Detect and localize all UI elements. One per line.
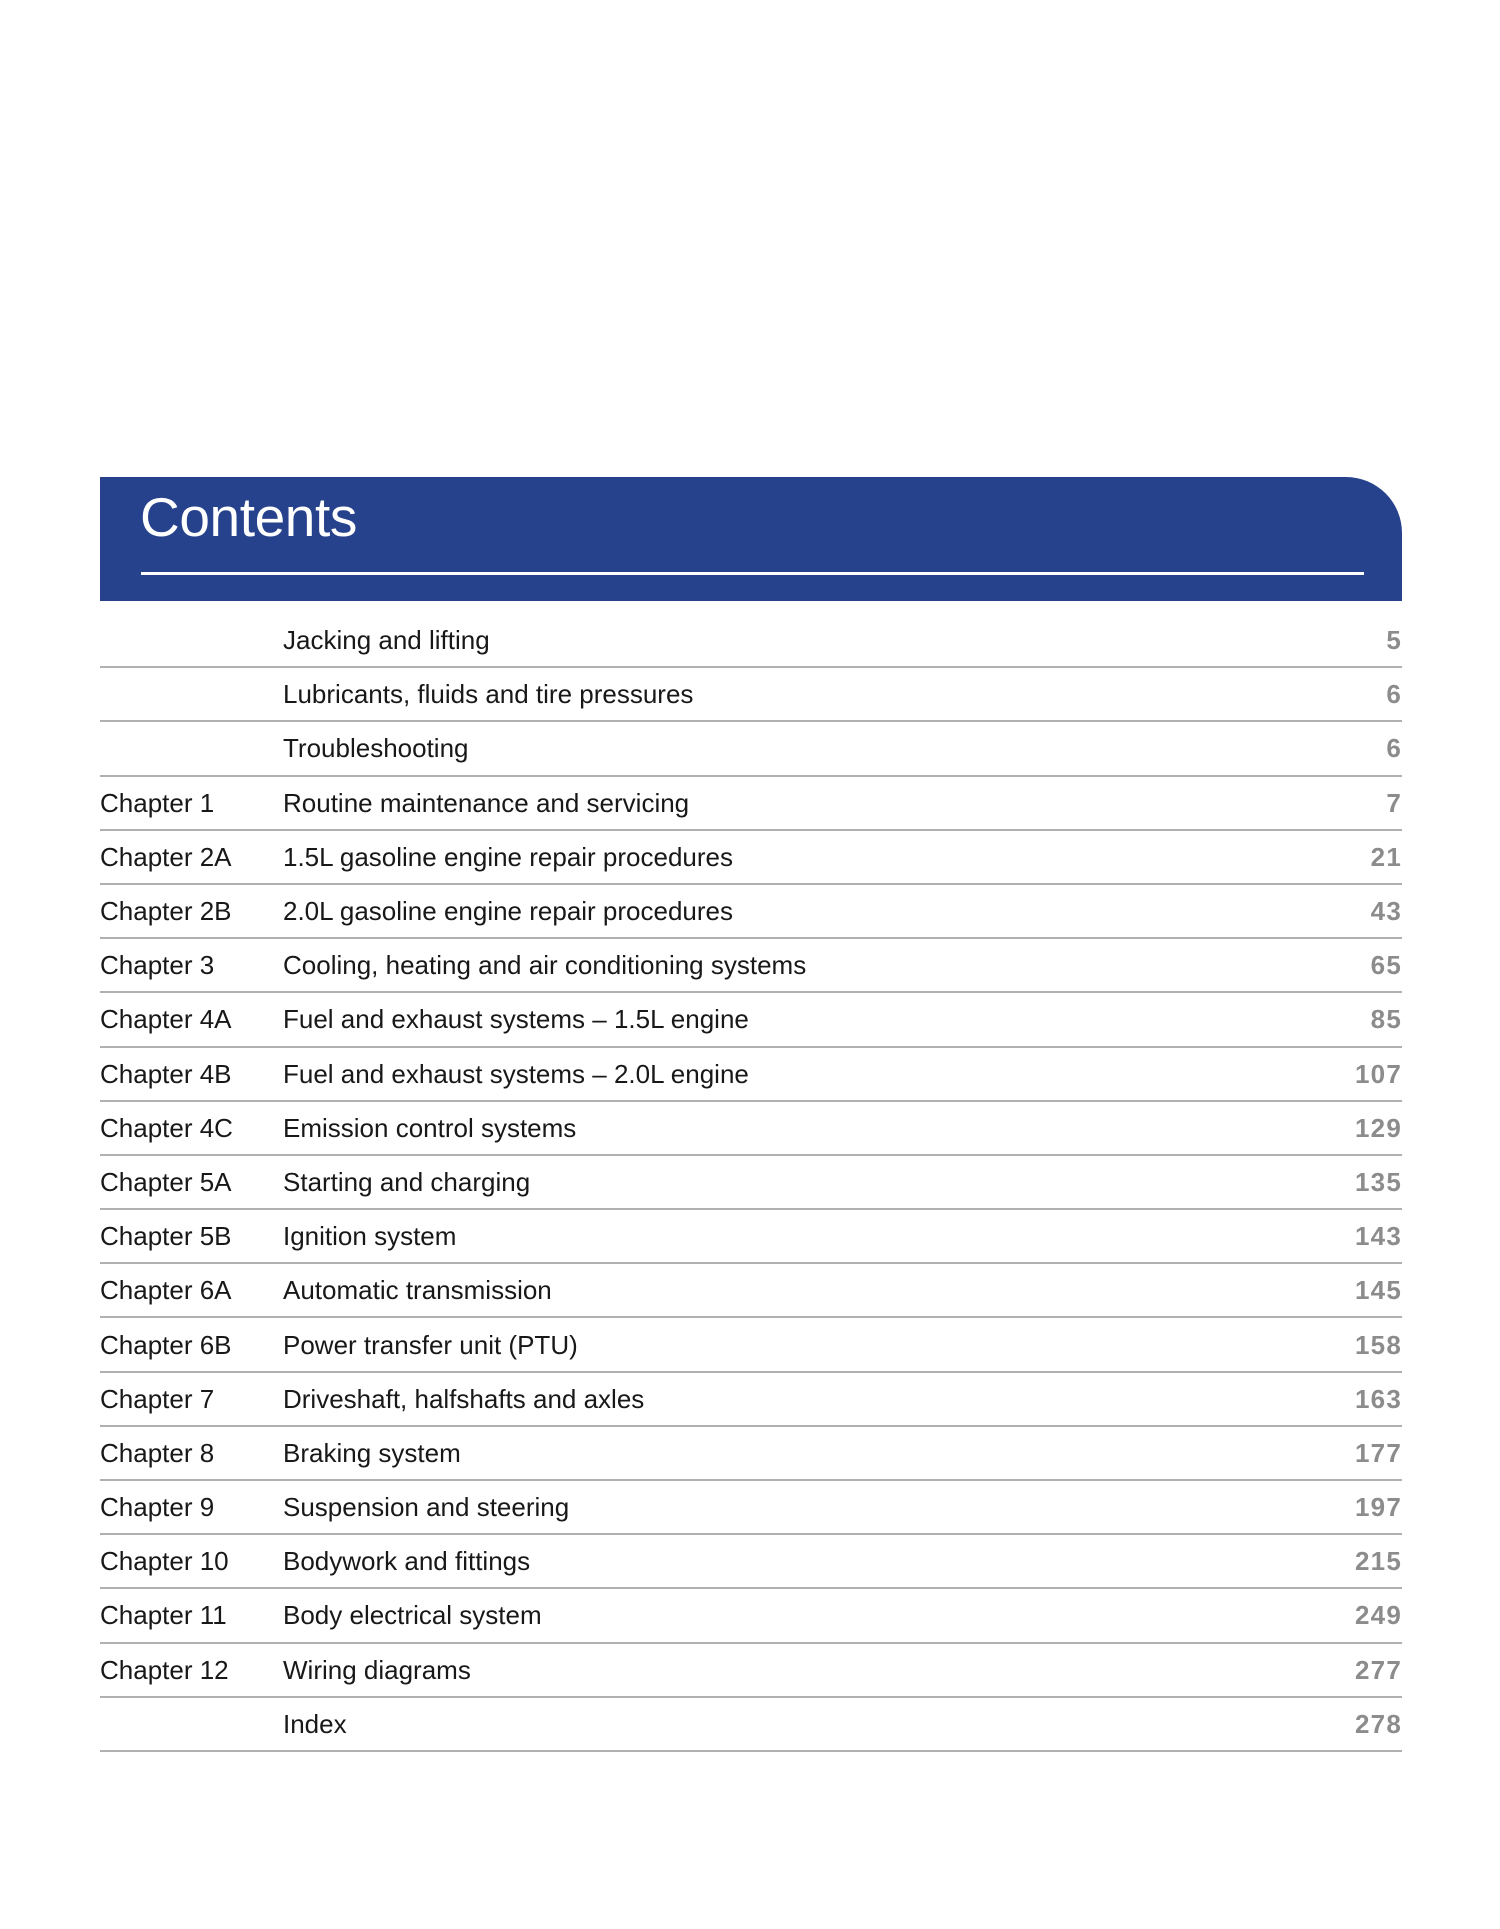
toc-chapter-label: Chapter 1 xyxy=(100,787,215,818)
header-divider xyxy=(141,572,1364,575)
table-row[interactable] xyxy=(100,1156,1402,1210)
toc-chapter-label: Chapter 6A xyxy=(100,1275,232,1306)
toc-entry-title[interactable]: Fuel and exhaust systems – 1.5L engine xyxy=(283,1004,749,1035)
table-row[interactable] xyxy=(100,777,1402,831)
toc-page-number: 163 xyxy=(1355,1383,1402,1414)
toc-entry-title[interactable]: Lubricants, fluids and tire pressures xyxy=(283,679,694,710)
table-row[interactable] xyxy=(100,831,1402,885)
toc-page-number: 249 xyxy=(1355,1600,1402,1631)
toc-entry-title[interactable]: Routine maintenance and servicing xyxy=(283,787,690,818)
table-row[interactable] xyxy=(100,1102,1402,1156)
toc-entry-title[interactable]: Driveshaft, halfshafts and axles xyxy=(283,1383,645,1414)
table-row[interactable] xyxy=(100,1589,1402,1643)
toc-page-number: 158 xyxy=(1355,1329,1402,1360)
toc-entry-title[interactable]: Emission control systems xyxy=(283,1112,577,1143)
table-row[interactable] xyxy=(100,993,1402,1047)
table-of-contents xyxy=(100,614,1402,1752)
toc-chapter-label: Chapter 9 xyxy=(100,1492,215,1523)
table-row[interactable] xyxy=(100,1210,1402,1264)
table-row[interactable] xyxy=(100,1644,1402,1698)
toc-chapter-label: Chapter 7 xyxy=(100,1383,215,1414)
toc-entry-title[interactable]: 1.5L gasoline engine repair procedures xyxy=(283,841,734,872)
toc-chapter-label: Chapter 2B xyxy=(100,896,232,927)
table-row[interactable] xyxy=(100,1698,1402,1752)
toc-page-number: 277 xyxy=(1355,1654,1402,1685)
toc-entry-title[interactable]: Cooling, heating and air conditioning systems xyxy=(283,950,807,981)
toc-chapter-label: Chapter 4B xyxy=(100,1058,232,1089)
toc-page-number: 7 xyxy=(1386,787,1402,818)
page-title: Contents xyxy=(140,486,357,548)
toc-entry-title[interactable]: Automatic transmission xyxy=(283,1275,552,1306)
table-row[interactable] xyxy=(100,1373,1402,1427)
toc-chapter-label: Chapter 6B xyxy=(100,1329,232,1360)
toc-chapter-label: Chapter 3 xyxy=(100,950,215,981)
toc-chapter-label: Chapter 5B xyxy=(100,1221,232,1252)
table-row[interactable] xyxy=(100,1318,1402,1372)
toc-entry-title[interactable]: Jacking and lifting xyxy=(283,625,490,656)
toc-page-number: 135 xyxy=(1355,1166,1402,1197)
toc-chapter-label: Chapter 8 xyxy=(100,1437,215,1468)
toc-page-number: 145 xyxy=(1355,1275,1402,1306)
toc-page-number: 43 xyxy=(1370,896,1402,927)
table-row[interactable] xyxy=(100,939,1402,993)
toc-page-number: 65 xyxy=(1370,950,1402,981)
toc-page-number: 143 xyxy=(1355,1221,1402,1252)
toc-entry-title[interactable]: Fuel and exhaust systems – 2.0L engine xyxy=(283,1058,749,1089)
table-row[interactable] xyxy=(100,1264,1402,1318)
toc-page-number: 21 xyxy=(1370,841,1402,872)
table-row[interactable] xyxy=(100,1048,1402,1102)
table-row[interactable] xyxy=(100,885,1402,939)
toc-page-number: 85 xyxy=(1370,1004,1402,1035)
toc-entry-title[interactable]: Wiring diagrams xyxy=(283,1654,471,1685)
toc-entry-title[interactable]: Braking system xyxy=(283,1437,461,1468)
table-row[interactable] xyxy=(100,614,1402,668)
toc-entry-title[interactable]: Starting and charging xyxy=(283,1166,531,1197)
table-row[interactable] xyxy=(100,1427,1402,1481)
toc-entry-title[interactable]: Body electrical system xyxy=(283,1600,542,1631)
toc-entry-title[interactable]: Troubleshooting xyxy=(283,733,469,764)
toc-page-number: 278 xyxy=(1355,1708,1402,1739)
contents-header-banner xyxy=(100,477,1402,601)
table-row[interactable] xyxy=(100,722,1402,776)
toc-chapter-label: Chapter 4A xyxy=(100,1004,232,1035)
table-row[interactable] xyxy=(100,668,1402,722)
toc-entry-title[interactable]: 2.0L gasoline engine repair procedures xyxy=(283,896,734,927)
toc-chapter-label: Chapter 10 xyxy=(100,1546,229,1577)
table-row[interactable] xyxy=(100,1481,1402,1535)
toc-page-number: 6 xyxy=(1386,679,1402,710)
toc-page-number: 129 xyxy=(1355,1112,1402,1143)
toc-page-number: 6 xyxy=(1386,733,1402,764)
toc-page-number: 177 xyxy=(1355,1437,1402,1468)
toc-chapter-label: Chapter 5A xyxy=(100,1166,232,1197)
toc-entry-title[interactable]: Index xyxy=(283,1708,347,1739)
toc-page-number: 215 xyxy=(1355,1546,1402,1577)
toc-entry-title[interactable]: Ignition system xyxy=(283,1221,457,1252)
toc-entry-title[interactable]: Power transfer unit (PTU) xyxy=(283,1329,578,1360)
toc-entry-title[interactable]: Bodywork and fittings xyxy=(283,1546,531,1577)
toc-entry-title[interactable]: Suspension and steering xyxy=(283,1492,570,1523)
toc-chapter-label: Chapter 2A xyxy=(100,841,232,872)
toc-page-number: 107 xyxy=(1355,1058,1402,1089)
toc-page-number: 5 xyxy=(1386,625,1402,656)
toc-chapter-label: Chapter 11 xyxy=(100,1600,227,1631)
toc-page-number: 197 xyxy=(1355,1492,1402,1523)
toc-chapter-label: Chapter 12 xyxy=(100,1654,229,1685)
table-row[interactable] xyxy=(100,1535,1402,1589)
toc-chapter-label: Chapter 4C xyxy=(100,1112,233,1143)
